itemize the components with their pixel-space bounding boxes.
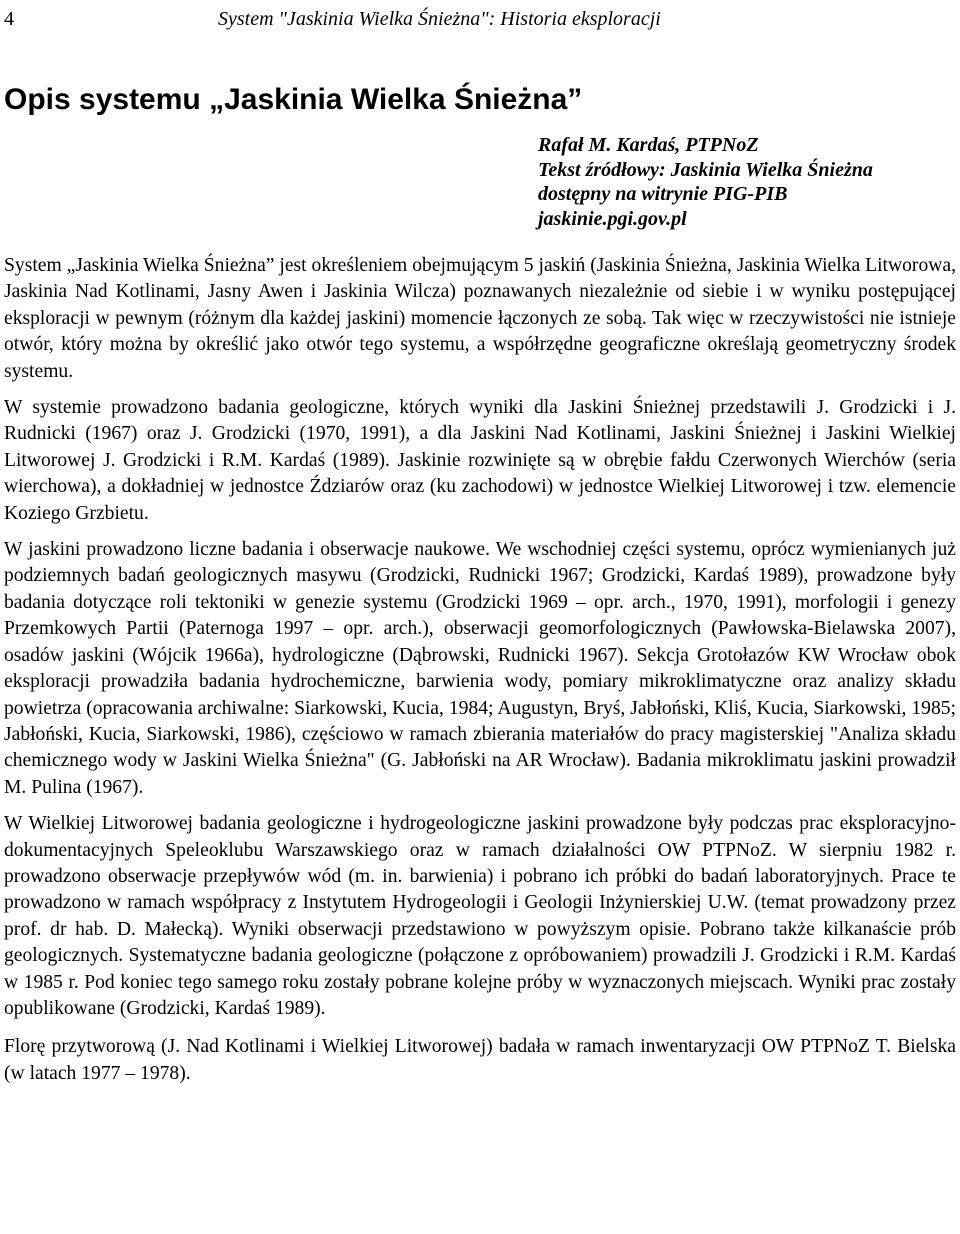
paragraph-litworowa: W Wielkiej Litworowej badania geologiczne i hydrogeologiczne jaskini prowadzone były podczas prac eksploracyjno-dokumentacyjnych Speleoklubu Warszawskiego oraz w ramach działalności OW PTPNoZ. W sierpniu 1982 r. prowadzono obserwacje przepływów wód (m. in. barwienia) i pobrano ich próbki do badań laboratoryjnych. Prace te prowadzono w ramach współpracy z Instytutem Hydrogeologii i Geologii Inżynierskiej U.W. (temat prowadzony przez prof. dr hab. D. Małecką). Wyniki obserwacji przedstawiono w powyższym opisie. Pobrano także kilkanaście prób geologicznych. Systematyczne badania geologiczne (połączone z opróbowaniem) prowadzili J. Grodzicki i R.M. Kardaś w 1985 r. Pod koniec tego samego roku zostały pobrane kolejne próby w wyznaczonych miejscach. Wyniki prac zostały opublikowane (Grodzicki, Kardaś 1989). xyxy=(4,813,956,1019)
paragraph-flora: Florę przytworową (J. Nad Kotlinami i Wielkiej Litworowej) badała w ramach inwentaryzacji OW PTPNoZ T. Bielska (w latach 1977 – 1978). xyxy=(4,1036,956,1084)
running-title: System "Jaskinia Wielka Śnieżna": Historia eksploracji xyxy=(218,8,661,30)
body-text xyxy=(4,253,956,1097)
paragraph-research: W jaskini prowadzono liczne badania i obserwacje naukowe. We wschodniej części systemu, oprócz wymienianych już podziemnych badań geologicznych masywu (Grodzicki, Rudnicki 1967; Grodzicki, Kardaś 1989), prowadzone były badania dotyczące roli tektoniki w genezie systemu (Grodzicki 1969 – opr. arch., 1970, 1991), morfologii i genezy Przemkowych Partii (Paternoga 1997 – opr. arch.), obserwacji geomorfologicznych (Pawłowska-Bielawska 2007), osadów jaskini (Wójcik 1966a), hydrologiczne (Dąbrowski, Rudnicki 1967). Sekcja Grotołazów KW Wrocław obok eksploracji prowadziła badania hydrochemiczne, barwienia wody, pomiary mikroklimatyczne oraz analizy składu powietrza (opracowania archiwalne: Siarkowski, Kucia, 1984; Augustyn, Bryś, Jabłoński, Kliś, Kucia, Siarkowski, 1985; Jabłoński, Kucia, Siarkowski, 1986), częściowo w ramach zbierania materiałów do pracy magisterskiej "Analiza składu chemicznego wody w Jaskini Wielka Śnieżna" (G. Jabłoński na AR Wrocław). Badania mikroklimatu jaskini prowadził M. Pulina (1967). xyxy=(4,539,956,798)
byline-source-availability: dostępny na witrynie PIG-PIB xyxy=(538,183,788,205)
page-number: 4 xyxy=(4,8,14,30)
byline-author: Rafał M. Kardaś, PTPNoZ xyxy=(538,134,759,156)
byline-source-url: jaskinie.pgi.gov.pl xyxy=(538,207,687,230)
paragraph-system-description: System „Jaskinia Wielka Śnieżna” jest określeniem obejmującym 5 jaskiń (Jaskinia Śnieżna, Jaskinia Wielka Litworowa, Jaskinia Nad Kotlinami, Jasny Awen i Jaskinia Wilcza) poznawanych niezależnie od siebie i w wyniku postępującej eksploracji w pewnym (różnym dla każdej jaskini) momencie łączonych ze sobą. Tak więc w rzeczywistości nie istnieje otwór, który można by określić jako otwór tego systemu, a współrzędne geograficzne określają geometryczny środek systemu. xyxy=(4,255,956,382)
byline xyxy=(538,133,873,231)
section-title: Opis systemu „Jaskinia Wielka Śnieżna” xyxy=(4,83,583,116)
paragraph-geology: W systemie prowadzono badania geologiczne, których wyniki dla Jaskini Śnieżnej przedstawili J. Grodzicki i J. Rudnicki (1967) oraz J. Grodzicki (1970, 1991), a dla Jaskini Nad Kotlinami, Jaskini Śnieżnej i Jaskini Wielkiej Litworowej J. Grodzicki i R.M. Kardaś (1989). Jaskinie rozwinięte są w obrębie fałdu Czerwonych Wierchów (seria wierchowa), a dokładniej w jednostce Ździarów oraz (ku zachodowi) w jednostce Wielkiej Litworowej i tzw. elemencie Koziego Grzbietu. xyxy=(4,397,956,524)
running-header xyxy=(4,6,954,32)
byline-source: Tekst źródłowy: Jaskinia Wielka Śnieżna xyxy=(538,158,873,181)
